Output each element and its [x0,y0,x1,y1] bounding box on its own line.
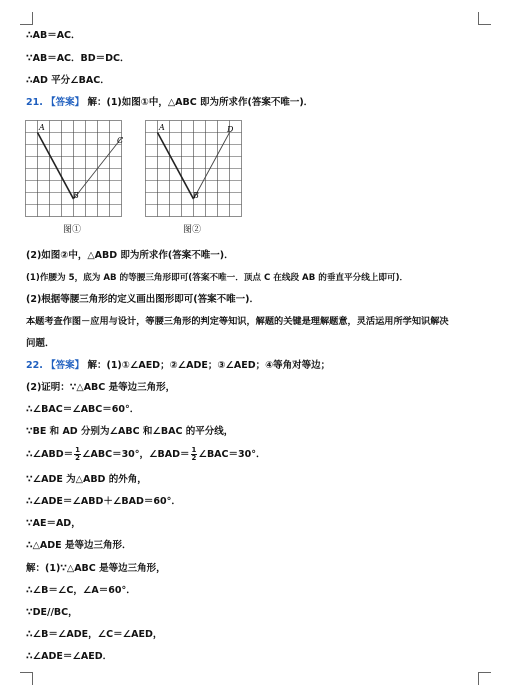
point-label-a: A [39,123,45,132]
text-segment: ∴∠ABD＝ [26,449,74,460]
text-line: ∵BE 和 AD 分别为∠ABC 和∠BAC 的平分线， [26,426,234,437]
text-line-with-fractions [26,447,265,463]
text-line: ∵DE//BC， [26,607,78,618]
crop-mark-top-left [20,12,33,25]
text-line: (2)根据等腰三角形的定义画出图形即可(答案不唯一)． [26,294,259,305]
question-22-header [26,360,330,372]
figure-2-caption: 图② [183,225,202,235]
text-line: 问题． [26,338,55,349]
crop-mark-bottom-left [20,672,33,685]
point-label-a: A [159,123,165,132]
text-line: ∵AE＝AD， [26,518,81,529]
fraction-numerator: 1 [75,446,80,454]
point-label-d: D [227,125,234,134]
text-segment: ∠ABC＝30°，∠BAD＝ [81,449,190,460]
point-label-b: B [193,191,199,200]
fraction-numerator: 1 [191,446,197,454]
point-label-b: B [73,191,79,200]
text-line: ∴△ADE 是等边三角形． [26,540,132,551]
text-line: ∵AB＝AC．BD＝DC． [26,53,130,64]
text-line: (1)作腰为 5，底为 AB 的等腰三角形即可(答案不唯一．顶点 C 在线段 AB 的垂直平分线上即可)． [26,273,409,283]
text-line: 解：(1)∵△ABC 是等边三角形， [26,563,166,574]
text-line: ∴∠B＝∠ADE，∠C＝∠AED， [26,629,163,640]
text-line: ∴∠BAC＝∠ABC＝60°． [26,404,140,415]
fraction-half [191,447,198,462]
question-number: 22. [26,360,43,371]
text-segment: ∠BAC＝30°． [198,449,266,460]
question-number: 21. [26,97,43,108]
text-line: ∴AB＝AC． [26,30,81,41]
figure-1-caption: 图① [63,225,82,235]
text-line: ∴∠ADE＝∠AED． [26,651,113,662]
fraction-half [74,447,81,462]
answer-tag: 【答案】 [46,360,85,371]
answer-text: 解：(1)①∠AED；②∠ADE；③∠AED；④等角对等边； [87,360,331,371]
text-line: (2)如图②中，△ABD 即为所求作(答案不唯一)． [26,250,234,261]
question-21-header [26,97,313,109]
segment-ab [158,133,194,200]
fraction-denominator: 2 [191,454,197,462]
crop-mark-top-right [478,12,491,25]
grid-figure-1 [25,120,125,224]
text-line: ∴∠ADE＝∠ABD＋∠BAD＝60°． [26,496,181,507]
answer-text: 解：(1)如图①中，△ABC 即为所求作(答案不唯一)． [87,97,314,108]
fraction-denominator: 2 [75,454,80,462]
text-line: ∴∠B＝∠C，∠A＝60°． [26,585,136,596]
segment-ab [38,133,74,200]
text-line: (2)证明：∵△ABC 是等边三角形， [26,382,176,393]
segment-bd [194,133,230,200]
point-label-c: C [117,136,124,145]
crop-mark-bottom-right [478,672,491,685]
answer-tag: 【答案】 [46,97,85,108]
text-line: 本题考查作图－应用与设计，等腰三角形的判定等知识，解题的关键是理解题意，灵活运用所学知识解决 [26,316,449,327]
text-line: ∵∠ADE 为△ABD 的外角， [26,474,147,485]
text-line: ∴AD 平分∠BAC． [26,75,110,86]
grid-figure-2 [145,120,245,224]
